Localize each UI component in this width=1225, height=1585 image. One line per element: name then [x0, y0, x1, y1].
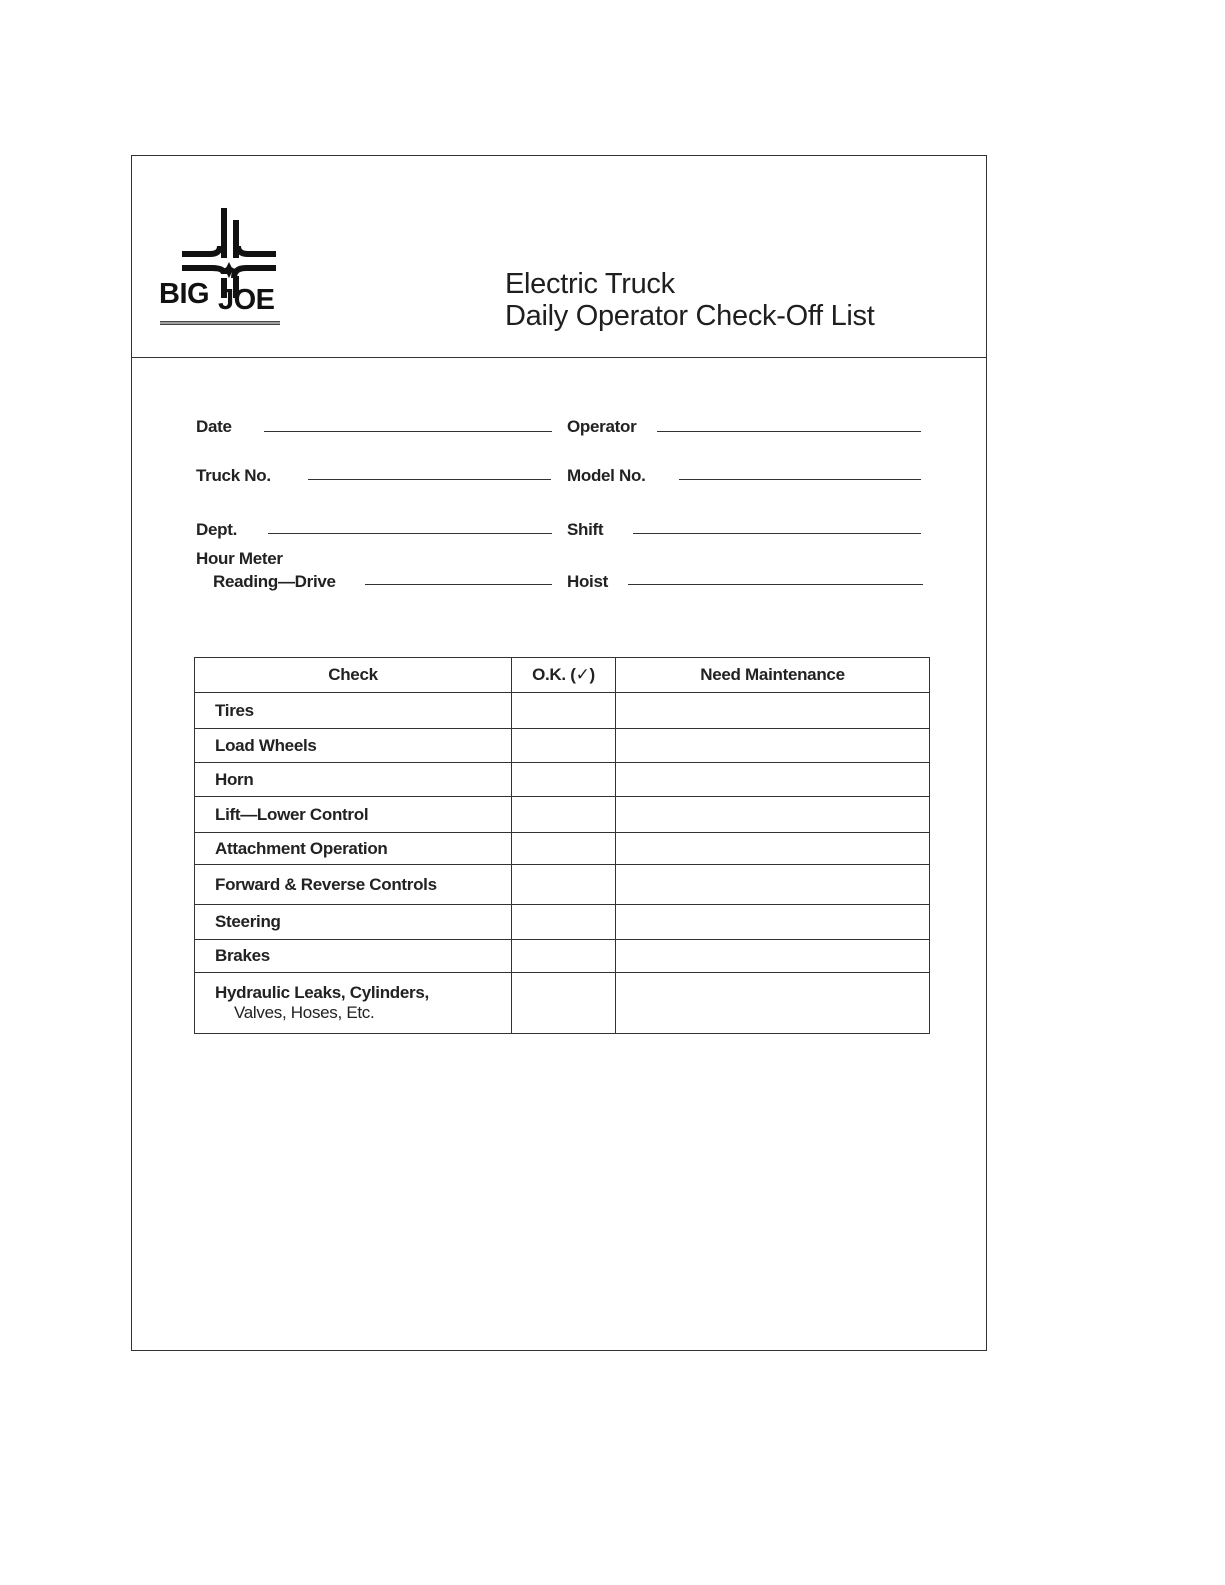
table-row — [195, 763, 930, 797]
header-divider — [131, 357, 987, 358]
hoist-label: Hoist — [567, 572, 609, 591]
check-item-label: Steering — [195, 905, 512, 940]
operator-field[interactable] — [657, 431, 921, 432]
model-no-label: Model No. — [567, 466, 646, 485]
shift-label: Shift — [567, 520, 604, 539]
shift-field[interactable] — [633, 533, 921, 534]
ok-cell[interactable] — [512, 940, 616, 973]
need-maintenance-cell[interactable] — [616, 763, 930, 797]
check-item-label: Lift—Lower Control — [195, 797, 512, 833]
ok-cell[interactable] — [512, 865, 616, 905]
check-item-label: Load Wheels — [195, 729, 512, 763]
logo-word-joe: JOE — [218, 284, 275, 316]
table-row — [195, 729, 930, 763]
check-item-label: Horn — [195, 763, 512, 797]
ok-cell[interactable] — [512, 973, 616, 1034]
ok-cell[interactable] — [512, 693, 616, 729]
operator-label: Operator — [567, 417, 637, 436]
table-row — [195, 973, 930, 1034]
title-line-2: Daily Operator Check-Off List — [505, 300, 875, 332]
title-line-1: Electric Truck — [505, 268, 675, 300]
date-label: Date — [196, 417, 232, 436]
column-header-need-maintenance: Need Maintenance — [616, 658, 930, 693]
dept-field[interactable] — [268, 533, 552, 534]
need-maintenance-cell[interactable] — [616, 973, 930, 1034]
need-maintenance-cell[interactable] — [616, 797, 930, 833]
check-table — [194, 657, 930, 1034]
check-item-label — [195, 973, 512, 1034]
logo-wordmark — [158, 272, 282, 314]
logo-word-big: BIG — [159, 278, 210, 310]
hoist-field[interactable] — [628, 584, 923, 585]
table-row — [195, 865, 930, 905]
check-item-label: Forward & Reverse Controls — [195, 865, 512, 905]
check-item-label-line-1: Hydraulic Leaks, Cylinders, — [215, 983, 429, 1002]
model-no-field[interactable] — [679, 479, 921, 480]
table-row — [195, 833, 930, 865]
hour-meter-label: Hour Meter — [196, 549, 283, 568]
column-header-check: Check — [195, 658, 512, 693]
need-maintenance-cell[interactable] — [616, 905, 930, 940]
table-row — [195, 940, 930, 973]
ok-cell[interactable] — [512, 833, 616, 865]
table-row — [195, 797, 930, 833]
page-title — [505, 268, 875, 332]
ok-cell[interactable] — [512, 729, 616, 763]
truck-no-label: Truck No. — [196, 466, 271, 485]
check-item-label: Tires — [195, 693, 512, 729]
truck-no-field[interactable] — [308, 479, 551, 480]
table-row — [195, 905, 930, 940]
need-maintenance-cell[interactable] — [616, 865, 930, 905]
check-item-label: Attachment Operation — [195, 833, 512, 865]
reading-drive-label: Reading—Drive — [213, 572, 336, 591]
need-maintenance-cell[interactable] — [616, 729, 930, 763]
reading-drive-field[interactable] — [365, 584, 552, 585]
date-field[interactable] — [264, 431, 552, 432]
table-row — [195, 693, 930, 729]
check-item-label: Brakes — [195, 940, 512, 973]
ok-cell[interactable] — [512, 797, 616, 833]
need-maintenance-cell[interactable] — [616, 940, 930, 973]
need-maintenance-cell[interactable] — [616, 693, 930, 729]
table-header-row — [195, 658, 930, 693]
dept-label: Dept. — [196, 520, 238, 539]
column-header-ok: O.K. (✓) — [512, 658, 616, 693]
need-maintenance-cell[interactable] — [616, 833, 930, 865]
ok-cell[interactable] — [512, 905, 616, 940]
check-item-label-line-2: Valves, Hoses, Etc. — [234, 1003, 375, 1022]
ok-cell[interactable] — [512, 763, 616, 797]
